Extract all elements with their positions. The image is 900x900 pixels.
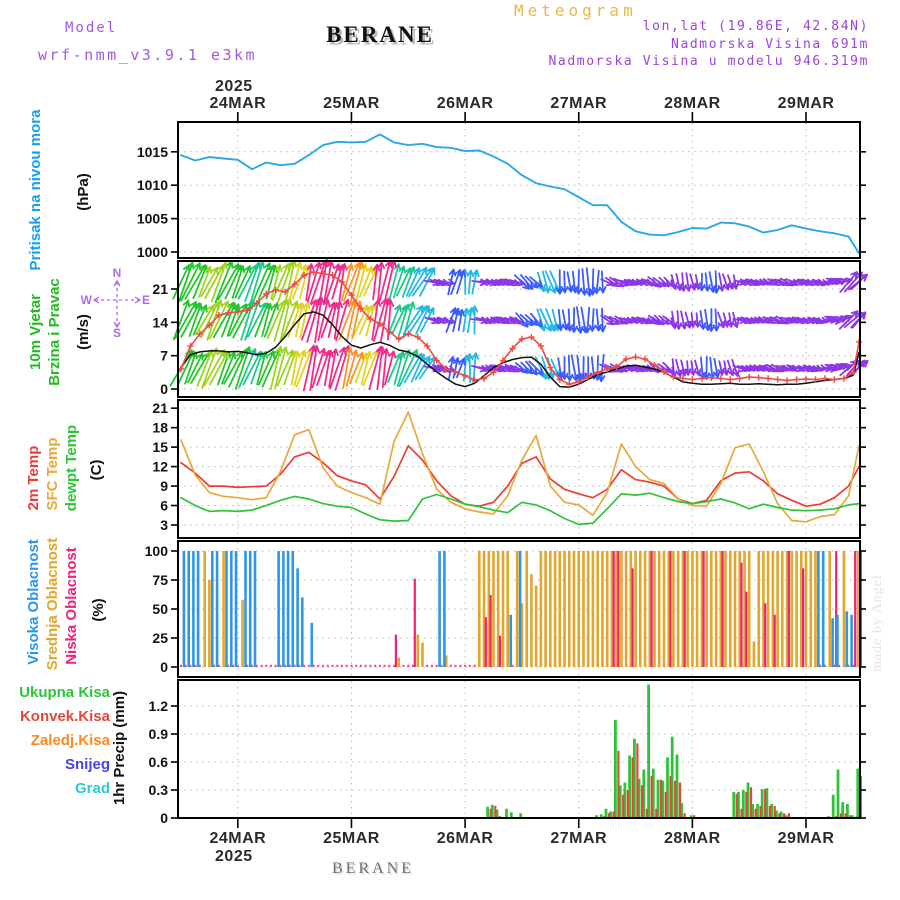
svg-text:1000: 1000 xyxy=(136,244,168,260)
svg-text:2025: 2025 xyxy=(215,848,253,865)
svg-text:0: 0 xyxy=(160,810,168,826)
compass-east-label: E xyxy=(142,293,151,307)
svg-text:9: 9 xyxy=(160,478,168,495)
author-watermark: made by Angel xyxy=(870,574,885,672)
svg-text:0: 0 xyxy=(160,381,168,397)
footer-station: BERANE xyxy=(332,860,414,877)
temp-2m-label: 2m Temp xyxy=(25,445,42,511)
svg-text:25MAR: 25MAR xyxy=(323,830,380,847)
svg-text:24MAR: 24MAR xyxy=(209,95,267,112)
svg-text:50: 50 xyxy=(152,601,168,617)
svg-text:24MAR: 24MAR xyxy=(209,830,267,847)
compass-cross xyxy=(94,281,140,327)
svg-text:29MAR: 29MAR xyxy=(777,830,835,847)
svg-text:18: 18 xyxy=(152,419,168,436)
svg-text:27MAR: 27MAR xyxy=(550,95,608,112)
svg-text:7: 7 xyxy=(160,347,168,364)
svg-text:0: 0 xyxy=(160,659,168,675)
svg-text:2025: 2025 xyxy=(215,78,253,95)
svg-text:75: 75 xyxy=(152,572,168,588)
precip-legend-frozen: Zaledj.Kisa xyxy=(30,732,110,749)
wind-axis-title-1: 10m Vjetar xyxy=(27,294,44,370)
generated-chart-graphics xyxy=(137,78,868,865)
svg-text:14: 14 xyxy=(152,314,168,331)
compass-west-label: W xyxy=(80,293,92,307)
model-name: wrf-nmm_v3.9.1 e3km xyxy=(38,46,258,64)
svg-text:12: 12 xyxy=(152,458,168,475)
svg-text:1005: 1005 xyxy=(136,210,168,227)
temp-axis-unit: (C) xyxy=(88,459,105,481)
precip-axis-unit: 1hr Precip (mm) xyxy=(111,690,128,806)
svg-text:3: 3 xyxy=(160,517,168,533)
svg-text:25: 25 xyxy=(152,630,168,646)
pressure-axis-unit: (hPa) xyxy=(75,173,92,211)
model-elevation-line: Nadmorska Visina u modelu 946.319m xyxy=(548,54,869,69)
svg-text:26MAR: 26MAR xyxy=(436,95,494,112)
temp-dewpt-label: dewpt Temp xyxy=(63,424,80,512)
cloud-high-label: Visoka Oblacnost xyxy=(25,539,42,665)
svg-text:1015: 1015 xyxy=(136,143,168,160)
precip-legend-hail: Grad xyxy=(74,780,110,797)
cloud-axis-unit: (%) xyxy=(90,598,107,622)
svg-text:1010: 1010 xyxy=(136,177,168,194)
model-label: Model xyxy=(65,20,118,36)
precip-legend-convective: Konvek.Kisa xyxy=(19,708,110,725)
temp-sfc-label: SFC Temp xyxy=(44,437,61,511)
svg-text:0.6: 0.6 xyxy=(148,754,168,771)
svg-text:15: 15 xyxy=(152,439,168,456)
compass-north-label: N xyxy=(112,266,122,280)
svg-text:29MAR: 29MAR xyxy=(777,95,835,112)
svg-text:1.2: 1.2 xyxy=(148,698,168,715)
svg-text:26MAR: 26MAR xyxy=(436,830,494,847)
svg-text:6: 6 xyxy=(160,497,168,514)
svg-text:21: 21 xyxy=(152,280,168,297)
cloud-mid-label: Srednja Oblacnost xyxy=(44,537,61,671)
cloud-low-label: Niska Oblacnost xyxy=(63,547,80,665)
precip-legend-total: Ukupna Kisa xyxy=(19,684,110,701)
station-title: BERANE xyxy=(326,22,434,47)
pressure-axis-title: Pritisak na nivou mora xyxy=(27,109,44,271)
svg-text:28MAR: 28MAR xyxy=(664,830,721,847)
svg-text:21: 21 xyxy=(152,400,168,417)
svg-text:100: 100 xyxy=(144,543,168,559)
svg-text:0.3: 0.3 xyxy=(148,782,168,799)
app-title: Meteogram xyxy=(514,1,637,20)
svg-text:27MAR: 27MAR xyxy=(550,830,608,847)
svg-text:0.9: 0.9 xyxy=(148,726,168,743)
lonlat-line: lon,lat (19.86E, 42.84N) xyxy=(642,19,869,34)
elevation-line: Nadmorska Visina 691m xyxy=(671,36,869,52)
wind-axis-title-2: Brzina i Pravac xyxy=(46,278,63,386)
svg-text:25MAR: 25MAR xyxy=(323,95,380,112)
compass-south-label: S xyxy=(112,326,122,340)
wind-axis-unit: (m/s) xyxy=(75,314,92,350)
svg-text:28MAR: 28MAR xyxy=(664,95,721,112)
precip-legend-snow: Snijeg xyxy=(64,756,110,773)
